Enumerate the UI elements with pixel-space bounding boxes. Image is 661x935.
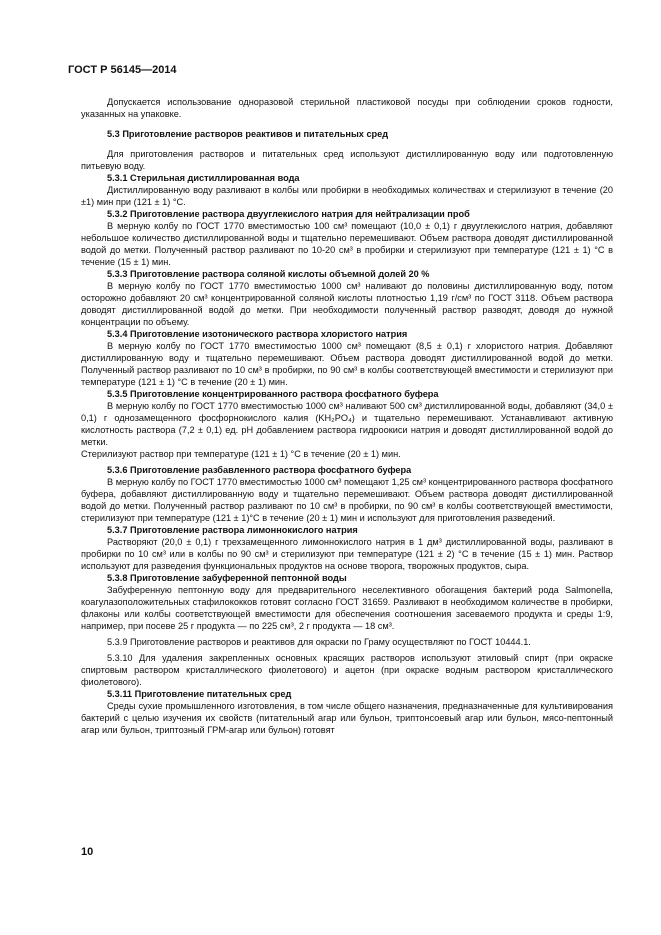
paragraph: Дистиллированную воду разливают в колбы или пробирки в необходимых количествах и стерилизуют в течение (20 ±1) мин при (121 ± 1) °С. bbox=[81, 185, 613, 207]
document-body bbox=[81, 96, 613, 736]
paragraph: В мерную колбу по ГОСТ 1770 вместимостью 100 см³ помещают (10,0 ± 0,1) г двууглекислого натрия, добавляют небольшое количество дистиллированной воды и тщательно перемешивают. Объем раствора доводят дистиллированной водой до метки. Полученный раствор разливают по 10-20 см³ в пробирки и стерилизуют при температуре (121 ± 1) °С в течение (15 ± 1) мин. bbox=[81, 221, 613, 267]
paragraph: В мерную колбу по ГОСТ 1770 вместимостью 1000 см³ наливают 500 см³ дистиллированной воды, добавляют (34,0 ± 0,1) г однозамещенного фосфорнокислого калия (KH₂PO₄) и тщательно перемешивают. Устанавливают активную кислотность раствора (7,2 ± 0,1) ед. pH добавлением раствора гидроокиси натрия и доводят дистиллированной водой до метки. bbox=[81, 401, 613, 447]
paragraph: В мерную колбу по ГОСТ 1770 вместимостью 1000 см³ помещают (8,5 ± 0,1) г хлористого натрия. Добавляют дистиллированную воду и тщательно перемешивают. Объем раствора доводят дистиллированной водой до метки. Полученный раствор разливают по 10 см³ в пробирки, по 90 см³ в колбы соответствующей вместимости и стерилизуют при температуре (121 ± 1) °С в течение (20 ± 1) мин. bbox=[81, 341, 613, 387]
paragraph: Забуференную пептонную воду для предварительного неселективного обогащения бактерий рода Salmonella, коагулазоположительных стафилококков готовят согласно ГОСТ 31659. Разливают в необходимом количестве в пробирки, флаконы или колбы соответствующей вместимости для обеспечения соотношения засеваемого продукта и среды 1:9, например, при посеве 25 г продукта — по 225 см³, 2 г продукта — 18 см³. bbox=[81, 585, 613, 631]
subsection-heading: 5.3.11 Приготовление питательных сред bbox=[107, 689, 292, 699]
subsection-heading: 5.3.5 Приготовление концентрированного раствора фосфатного буфера bbox=[107, 389, 439, 399]
subsection-heading: 5.3.7 Приготовление раствора лимоннокислого натрия bbox=[107, 525, 358, 535]
subsection-heading: 5.3.4 Приготовление изотонического раствора хлористого натрия bbox=[107, 329, 408, 339]
paragraph: Растворяют (20,0 ± 0,1) г трехзамещенного лимоннокислого натрия в 1 дм³ дистиллированной воды, разливают в пробирки по 10 см³ или в колбы по 90 см³ и стерилизуют при температуре (121 ± 2) °С в течение (15 ± 1) мин. Раствор используют для разведения функциональных продуктов на основе творога, творожных продуктов, сыра. bbox=[81, 537, 613, 571]
subsection-heading: 5.3.8 Приготовление забуференной пептонной воды bbox=[107, 573, 347, 583]
paragraph: В мерную колбу по ГОСТ 1770 вместимостью 1000 см³ наливают до половины дистиллированную воду, потом осторожно добавляют 20 см³ концентрированной соляной кислоты плотностью 1,19 г/см³ по ГОСТ 3118. Объем раствора доводят дистиллированной водой до метки. При необходимости полученный раствор разводят, доводя до нужной концентрации по объему. bbox=[81, 281, 613, 327]
document-header: ГОСТ Р 56145—2014 bbox=[68, 64, 177, 76]
subsection-heading: 5.3.2 Приготовление раствора двууглекислого натрия для нейтрализации проб bbox=[107, 209, 470, 219]
subsection-heading: 5.3.6 Приготовление разбавленного раствора фосфатного буфера bbox=[107, 465, 412, 475]
paragraph: Допускается использование одноразовой стерильной пластиковой посуды при соблюдении сроков годности, указанных на упаковке. bbox=[81, 97, 613, 119]
paragraph: 5.3.10 Для удаления закрепленных основных красящих растворов используют этиловый спирт (при окраске спиртовым раствором кристаллического фиолетового) и ацетон (при окраске водным раствором кристаллического фиолетового). bbox=[81, 653, 613, 687]
paragraph: Среды сухие промышленного изготовления, в том числе общего назначения, предназначенные для культивирования бактерий с целью изучения их свойств (питательный агар или бульон, триптонсоевый агар или бульон, мясо-пептонный агар или бульон, триптозный ГРМ-агар или бульон) готовят bbox=[81, 701, 613, 735]
page-number: 10 bbox=[81, 846, 94, 858]
section-heading: 5.3 Приготовление растворов реактивов и питательных сред bbox=[107, 129, 389, 139]
paragraph: 5.3.9 Приготовление растворов и реактивов для окраски по Граму осуществляют по ГОСТ 10444.1. bbox=[107, 637, 531, 647]
subsection-heading: 5.3.3 Приготовление раствора соляной кислоты объемной долей 20 % bbox=[107, 269, 430, 279]
paragraph: В мерную колбу по ГОСТ 1770 вместимостью 1000 см³ помещают 1,25 см³ концентрированного раствора фосфатного буфера, добавляют дистиллированную воду и тщательно перемешивают. Объем раствора доводят дистиллированной водой до метки. Полученный раствор разливают по 10 см³ в пробирки, по 90 см³ в колбы соответствующей вместимости, стерилизуют при температуре (121 ± 1)°С в течение (20 ± 1) мин и используют для приготовления разведений. bbox=[81, 477, 613, 523]
paragraph: Для приготовления растворов и питательных сред используют дистиллированную воду или подготовленную питьевую воду. bbox=[81, 149, 613, 171]
paragraph: Стерилизуют раствор при температуре (121 ± 1) °С в течение (20 ± 1) мин. bbox=[81, 449, 401, 459]
subsection-heading: 5.3.1 Стерильная дистиллированная вода bbox=[107, 173, 300, 183]
